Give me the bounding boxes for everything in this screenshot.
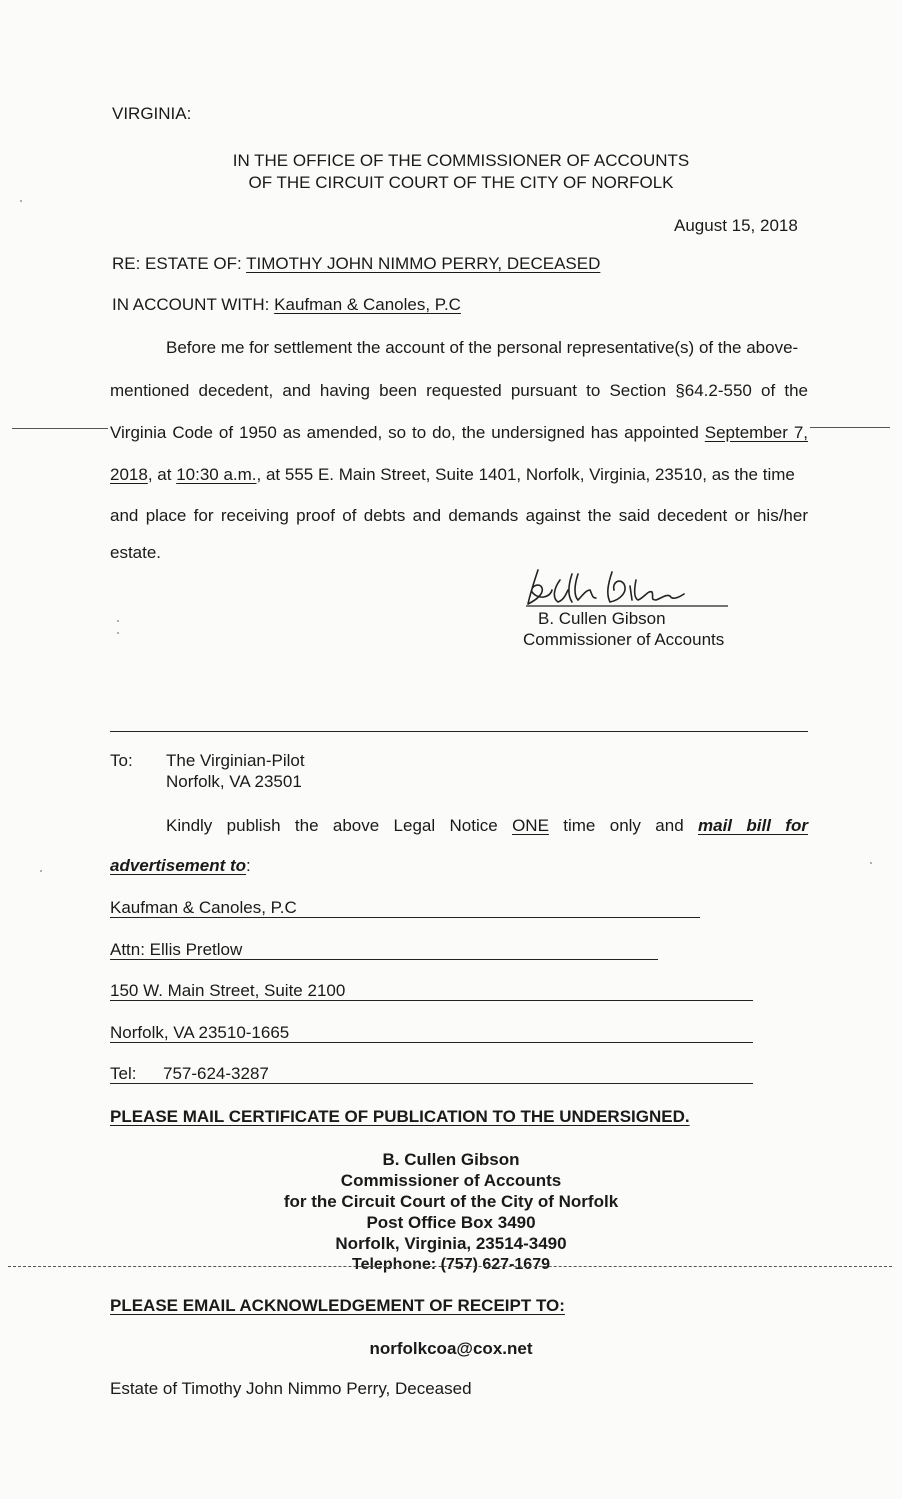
bill-to-city: Norfolk, VA 23510-1665 (110, 1023, 290, 1042)
commissioner-city: Norfolk, Virginia, 23514-3490 (335, 1234, 567, 1253)
hearing-time: 10:30 a.m. (176, 465, 257, 484)
email-notice: PLEASE EMAIL ACKNOWLEDGEMENT OF RECEIPT TO: (110, 1296, 565, 1315)
to-label: To: (110, 751, 133, 770)
certificate-notice: PLEASE MAIL CERTIFICATE OF PUBLICATION TO THE UNDERSIGNED. (110, 1107, 690, 1126)
bill-to-tel: 757-624-3287 (163, 1064, 269, 1083)
scan-line-left (12, 428, 108, 429)
advertisement-to: advertisement to: (110, 856, 251, 875)
commissioner-name: B. Cullen Gibson (382, 1150, 520, 1169)
acknowledgement-email: norfolkcoa@cox.net (369, 1339, 533, 1358)
scan-speck (117, 632, 119, 634)
hearing-date: September 7, (704, 423, 808, 442)
court-line-2: OF THE CIRCUIT COURT OF THE CITY OF NORFOLK (248, 173, 674, 192)
scan-line-phone (8, 1266, 892, 1267)
signer-title: Commissioner of Accounts (523, 630, 725, 649)
re-label: RE: ESTATE OF: (112, 254, 242, 273)
signer-name: B. Cullen Gibson (538, 609, 666, 628)
body-line-5: and place for receiving proof of debts and demands against the said decedent or his/her (110, 506, 808, 525)
bill-to-attn: Attn: Ellis Pretlow (110, 940, 243, 959)
bill-to-street: 150 W. Main Street, Suite 2100 (110, 981, 346, 1000)
hearing-year: 2018 (110, 465, 148, 484)
commissioner-court: for the Circuit Court of the City of Norfolk (283, 1192, 619, 1211)
commissioner-po-box: Post Office Box 3490 (366, 1213, 536, 1232)
account-with (112, 295, 461, 315)
re-estate-name: TIMOTHY JOHN NIMMO PERRY, DECEASED (246, 254, 601, 273)
publish-instruction: Kindly publish the above Legal Notice ONE time only and mail bill for (166, 816, 808, 835)
scan-line-right (810, 427, 890, 428)
body-line-1: Before me for settlement the account of the personal representative(s) of the above- (166, 338, 799, 357)
commissioner-phone: Telephone: (757) 627-1679 (351, 1256, 550, 1273)
body-line-6: estate. (110, 543, 162, 562)
to-name: The Virginian-Pilot (166, 751, 305, 770)
state-heading: VIRGINIA: (112, 104, 192, 123)
account-with-name: Kaufman & Canoles, P.C (274, 295, 461, 314)
body-line-2: mentioned decedent, and having been requested pursuant to Section §64.2-550 of the (110, 381, 808, 400)
body-line-3-text: Virginia Code of 1950 as amended, so to do, the undersigned has appointed (110, 423, 699, 442)
mail-bill-for: mail bill for (698, 816, 808, 835)
court-line-1: IN THE OFFICE OF THE COMMISSIONER OF ACCOUNTS (232, 151, 690, 170)
publish-count: ONE (512, 816, 549, 835)
scan-speck (870, 862, 872, 864)
bill-to-name: Kaufman & Canoles, P.C (110, 898, 297, 917)
estate-footer: Estate of Timothy John Nimmo Perry, Deceased (110, 1379, 472, 1398)
bill-to-tel-label: Tel: (110, 1064, 137, 1083)
body-line-4: 2018, at 10:30 a.m., at 555 E. Main Street, Suite 1401, Norfolk, Virginia, 23510, as the time (110, 465, 795, 484)
signature-image (520, 560, 730, 612)
re-estate (112, 254, 600, 274)
notice-date: August 15, 2018 (674, 216, 798, 235)
account-with-label: IN ACCOUNT WITH: (112, 295, 270, 314)
section-divider (110, 731, 808, 732)
scan-speck (40, 870, 42, 872)
commissioner-title: Commissioner of Accounts (340, 1171, 562, 1190)
body-line-3 (110, 423, 808, 443)
scan-speck (117, 620, 119, 622)
to-address: Norfolk, VA 23501 (166, 772, 302, 791)
scan-speck (20, 200, 22, 202)
